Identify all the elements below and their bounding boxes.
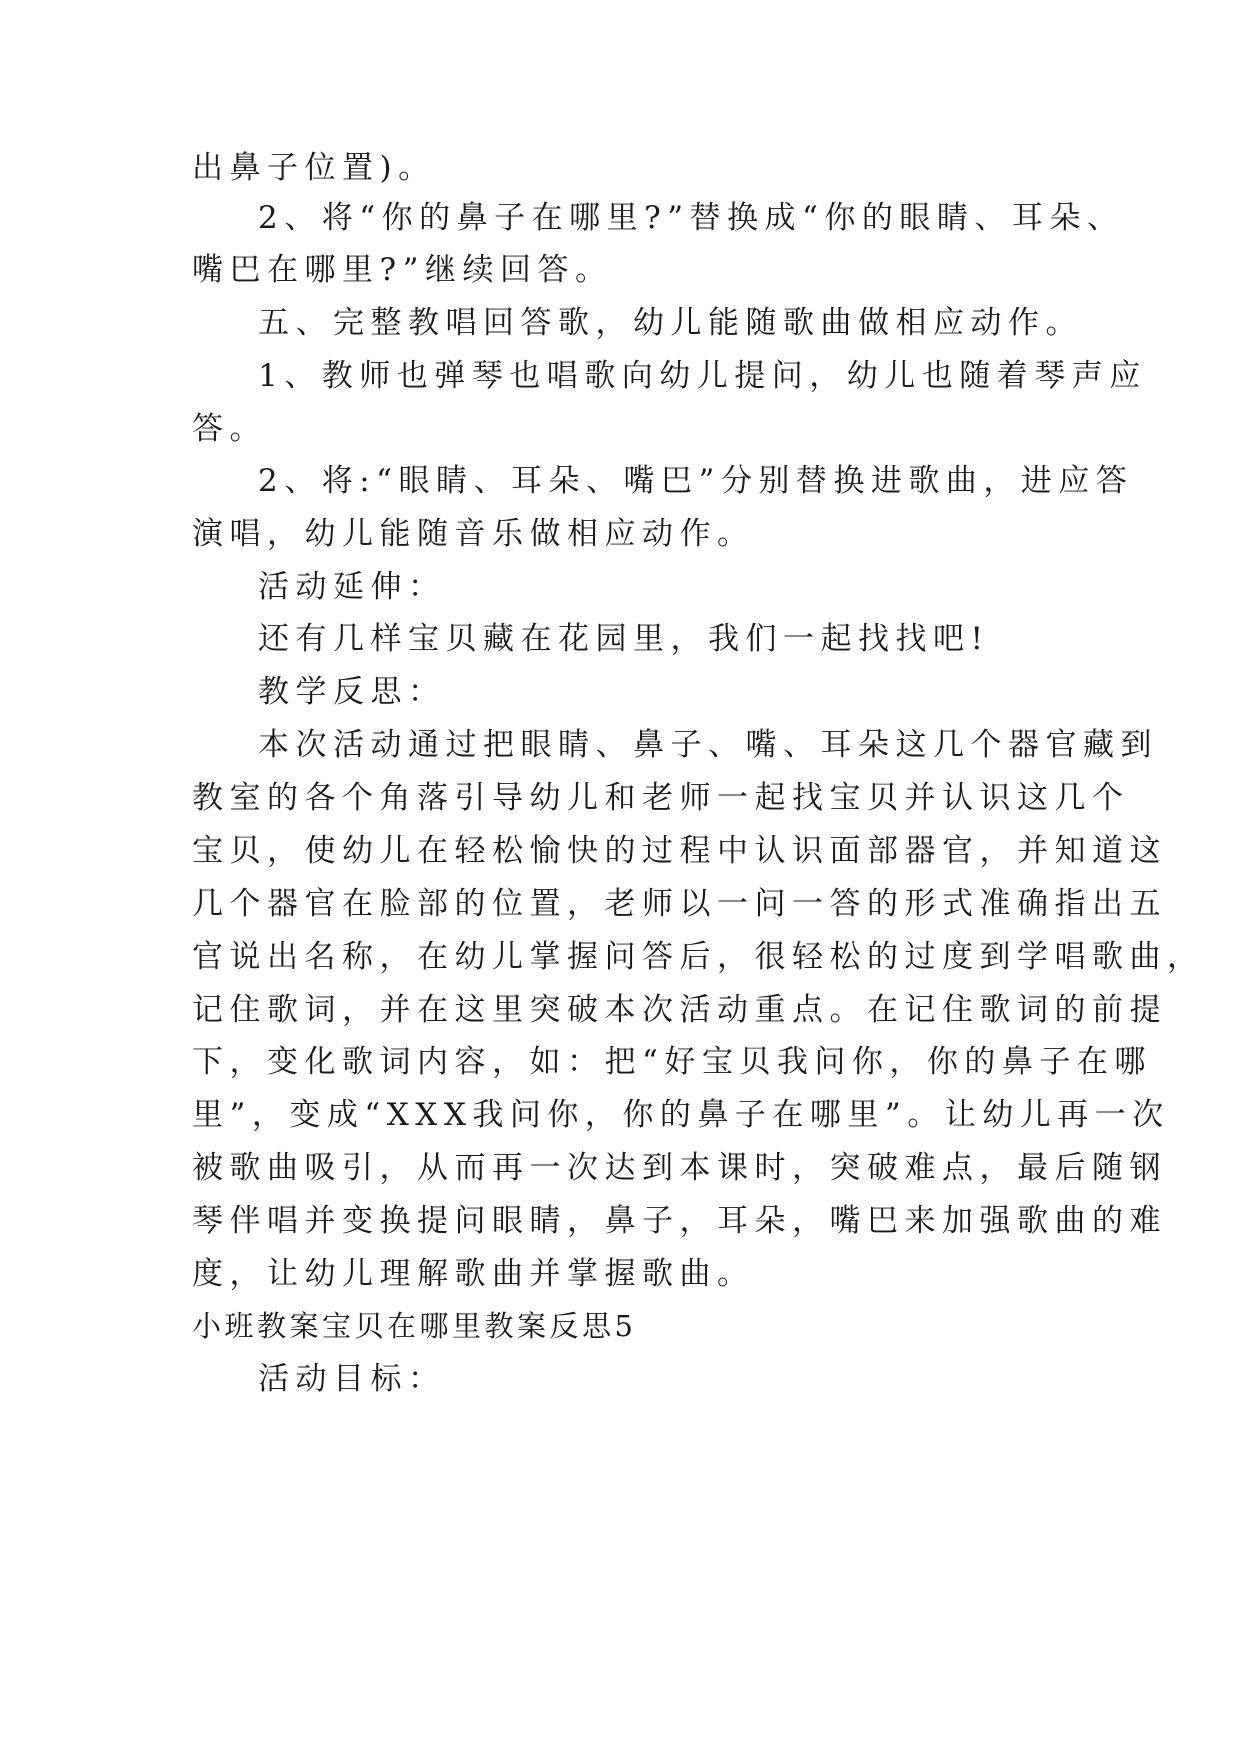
paragraph-line: 记住歌词，并在这里突破本次活动重点。在记住歌词的前提 bbox=[192, 992, 1167, 1028]
paragraph-line: 教室的各个角落引导幼儿和老师一起找宝贝并认识这几个 bbox=[192, 780, 1130, 816]
paragraph-line: 2、将“你的鼻子在哪里?”替换成“你的眼睛、耳朵、 bbox=[258, 200, 1125, 236]
paragraph-line: 本次活动通过把眼睛、鼻子、嘴、耳朵这几个器官藏到 bbox=[258, 727, 1158, 763]
section-label: 活动目标： bbox=[258, 1361, 446, 1397]
paragraph-line: 嘴巴在哪里?”继续回答。 bbox=[192, 252, 613, 288]
paragraph-line: 演唱，幼儿能随音乐做相应动作。 bbox=[192, 516, 755, 552]
paragraph-line: 答。 bbox=[192, 411, 267, 447]
paragraph-line: 琴伴唱并变换提问眼睛，鼻子，耳朵，嘴巴来加强歌曲的难 bbox=[192, 1203, 1167, 1239]
section-label: 教学反思： bbox=[258, 674, 446, 710]
paragraph-line: 度，让幼儿理解歌曲并掌握歌曲。 bbox=[192, 1256, 755, 1292]
paragraph-line: 几个器官在脸部的位置，老师以一问一答的形式准确指出五 bbox=[192, 886, 1167, 922]
paragraph-line: 宝贝，使幼儿在轻松愉快的过程中认识面部器官，并知道这 bbox=[192, 833, 1167, 869]
section-heading: 小班教案宝贝在哪里教案反思5 bbox=[192, 1309, 637, 1343]
paragraph-line: 1、教师也弹琴也唱歌向幼儿提问，幼儿也随着琴声应 bbox=[258, 358, 1147, 394]
paragraph-line: 下，变化歌词内容，如：把“好宝贝我问你，你的鼻子在哪 bbox=[192, 1044, 1152, 1080]
section-label: 活动延伸： bbox=[258, 569, 446, 605]
paragraph-line: 还有几样宝贝藏在花园里，我们一起找找吧! bbox=[258, 621, 990, 657]
paragraph-line: 里”，变成“XXX我问你，你的鼻子在哪里”。让幼儿再一次 bbox=[192, 1097, 1170, 1133]
paragraph-line: 出鼻子位置)。 bbox=[192, 150, 436, 186]
paragraph-line: 2、将:“眼睛、耳朵、嘴巴”分别替换进歌曲，进应答 bbox=[258, 463, 1134, 499]
paragraph-line: 官说出名称，在幼儿掌握问答后，很轻松的过度到学唱歌曲， bbox=[192, 939, 1205, 975]
paragraph-line: 被歌曲吸引，从而再一次达到本课时，突破难点，最后随钢 bbox=[192, 1150, 1167, 1186]
paragraph-line: 五、完整教唱回答歌，幼儿能随歌曲做相应动作。 bbox=[258, 305, 1083, 341]
